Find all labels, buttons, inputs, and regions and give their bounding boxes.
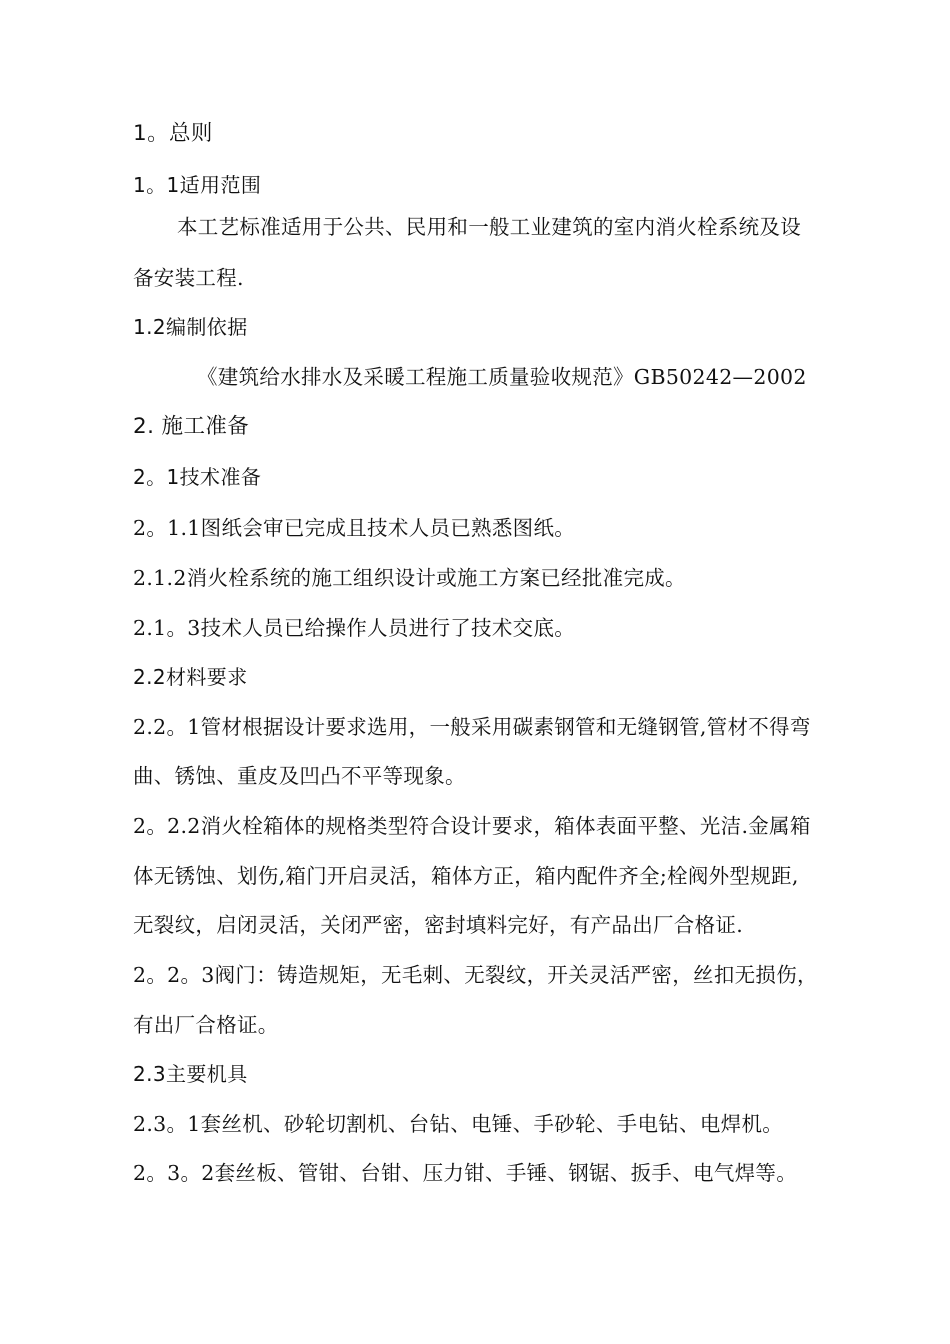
- section-heading-2: 2. 施工准备: [133, 414, 250, 439]
- subsection-heading-2-3: 2.3主要机具: [133, 1062, 248, 1086]
- paragraph-1-2: 《建筑给水排水及采暖工程施工质量验收规范》GB50242—2002: [197, 365, 807, 389]
- paragraph-2-2-1-line-2: 曲、锈蚀、重皮及凹凸不平等现象。: [133, 764, 466, 788]
- paragraph-2-2-3-line-1: 2。2。3阀门：铸造规矩，无毛刺、无裂纹，开关灵活严密，丝扣无损伤，: [133, 963, 818, 987]
- paragraph-2-2-2-line-2: 体无锈蚀、划伤,箱门开启灵活，箱体方正，箱内配件齐全;栓阀外型规距,: [133, 864, 799, 888]
- paragraph-2-2-1-line-1: 2.2。1管材根据设计要求选用，一般采用碳素钢管和无缝钢管,管材不得弯: [133, 715, 811, 739]
- paragraph-1-1-line-1: 本工艺标准适用于公共、民用和一般工业建筑的室内消火栓系统及设: [177, 215, 801, 239]
- subsection-heading-2-2: 2.2材料要求: [133, 665, 248, 689]
- subsection-heading-2-1: 2。1技术准备: [133, 465, 262, 489]
- subsection-heading-1-1: 1。1适用范围: [133, 173, 262, 197]
- paragraph-2-1-3: 2.1。3技术人员已给操作人员进行了技术交底。: [133, 616, 576, 640]
- paragraph-2-2-3-line-2: 有出厂合格证。: [133, 1013, 279, 1037]
- paragraph-2-2-2-line-3: 无裂纹，启闭灵活，关闭严密，密封填料完好，有产品出厂合格证.: [133, 913, 744, 937]
- paragraph-2-1-2: 2.1.2消火栓系统的施工组织设计或施工方案已经批准完成。: [133, 566, 686, 590]
- paragraph-2-1-1: 2。1.1图纸会审已完成且技术人员已熟悉图纸。: [133, 516, 576, 540]
- paragraph-1-1-line-2: 备安装工程.: [133, 266, 244, 290]
- paragraph-2-3-1: 2.3。1套丝机、砂轮切割机、台钻、电锤、手砂轮、手电钻、电焊机。: [133, 1112, 784, 1136]
- section-heading-1: 1。总则: [133, 121, 213, 146]
- paragraph-2-2-2-line-1: 2。2.2消火栓箱体的规格类型符合设计要求，箱体表面平整、光洁.金属箱: [133, 814, 811, 838]
- subsection-heading-1-2: 1.2编制依据: [133, 315, 248, 339]
- paragraph-2-3-2: 2。3。2套丝板、管钳、台钳、压力钳、手锤、钢锯、扳手、电气焊等。: [133, 1161, 798, 1185]
